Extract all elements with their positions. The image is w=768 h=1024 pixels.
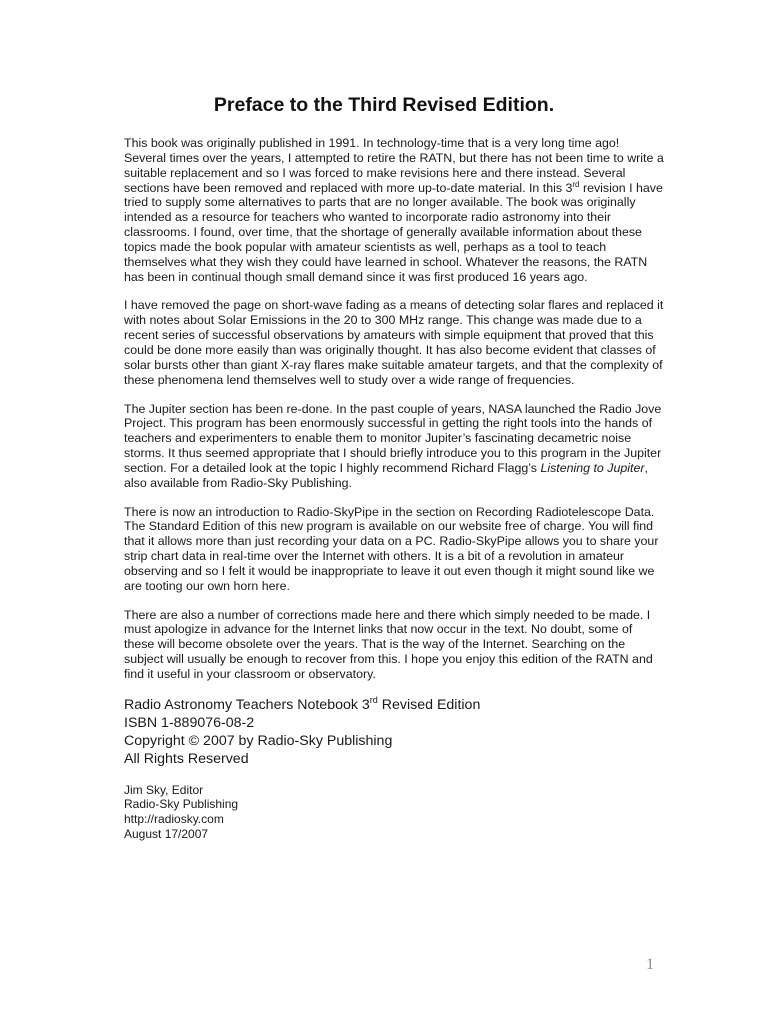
- edition-ordinal-suffix: rd: [369, 694, 378, 705]
- page-title: Preface to the Third Revised Edition.: [213, 94, 555, 116]
- body-text: [124, 136, 664, 842]
- paragraph-3: [124, 402, 664, 491]
- website-url: http://radiosky.com: [124, 812, 224, 827]
- paragraph-1: [124, 136, 664, 284]
- book-title-italic: Listening to Jupiter: [540, 460, 645, 475]
- rights-line: All Rights Reserved: [124, 751, 249, 768]
- isbn-line: ISBN 1-889076-08-2: [124, 715, 255, 732]
- paragraph-1-part-b: revision I have tried to supply some alternatives to parts that are no longer available. The book was originally intended as a resource for teachers who wanted to incorporate radio astronomy into their classrooms. I found, over time, that the shortage of generally available information about these topics made the book popular with amateur scientists as well, perhaps as a tool to teach themselves what they wish they could have learned in school. Whatever the reasons, the RATN has been in continual though small demand since it was first produced 16 years ago.: [124, 180, 663, 284]
- edition-part-a: Radio Astronomy Teachers Notebook 3: [124, 696, 370, 713]
- editor-name: Jim Sky, Editor: [124, 782, 204, 797]
- publisher-name: Radio-Sky Publishing: [124, 797, 239, 812]
- imprint-block: [124, 696, 664, 769]
- paragraph-2: I have removed the page on short-wave fading as a means of detecting solar flares and replaced it with notes about Solar Emissions in the 20 to 300 MHz range. This change was made due to a recent series of successful observations by amateurs with simple equipment that proved that this could be done more easily than was originally thought. It has also become evident that classes of solar bursts other than giant X-ray flares make suitable amateur targets, and that the complexity of these phenomena lend themselves well to study over a wide range of frequencies.: [124, 298, 664, 387]
- signature-block: [124, 783, 664, 842]
- edition-line: [124, 696, 664, 714]
- copyright-line: Copyright © 2007 by Radio-Sky Publishing: [124, 733, 393, 750]
- paragraph-3-part-b: , also available from Radio-Sky Publishing.: [124, 460, 648, 490]
- paragraph-1-part-a: This book was originally published in 1991. In technology-time that is a very long time ago! Several times over the years, I attempted to retire the RATN, but there has not been time to write a suitable replacement and so I was forced to make revisions here and there instead. Several sections have been removed and replaced with more up-to-date material. In this 3: [124, 136, 664, 195]
- paragraph-3-part-a: The Jupiter section has been re-done. In the past couple of years, NASA launched the Radio Jove Project. This program has been enormously successful in getting the right tools into the hands of teachers and experimenters to enable them to monitor Jupiter’s fascinating decametric noise storms. It thus seemed appropriate that I should briefly introduce you to this program in the Jupiter section. For a detailed look at the topic I highly recommend Richard Flagg’s: [124, 401, 662, 475]
- edition-part-b: Revised Edition: [377, 696, 481, 713]
- page-number: 1: [646, 956, 654, 973]
- signature-date: August 17/2007: [124, 827, 209, 842]
- paragraph-5: There are also a number of corrections made here and there which simply needed to be made. I must apologize in advance for the Internet links that now occur in the text. No doubt, some of these will become obsolete over the years. That is the way of the Internet. Searching on the subject will usually be enough to recover from this. I hope you enjoy this edition of the RATN and find it useful in your classroom or observatory.: [124, 607, 653, 681]
- paragraph-4: There is now an introduction to Radio-SkyPipe in the section on Recording Radiotelescope Data. The Standard Edition of this new program is available on our website free of charge. You will find that it allows more than just recording your data on a PC. Radio-SkyPipe allows you to share your strip chart data in real-time over the Internet with others. It is a bit of a revolution in amateur observing and so I felt it would be inappropriate to leave it out even though it might sound like we are tooting our own horn here.: [124, 504, 659, 593]
- ordinal-suffix: rd: [572, 179, 580, 189]
